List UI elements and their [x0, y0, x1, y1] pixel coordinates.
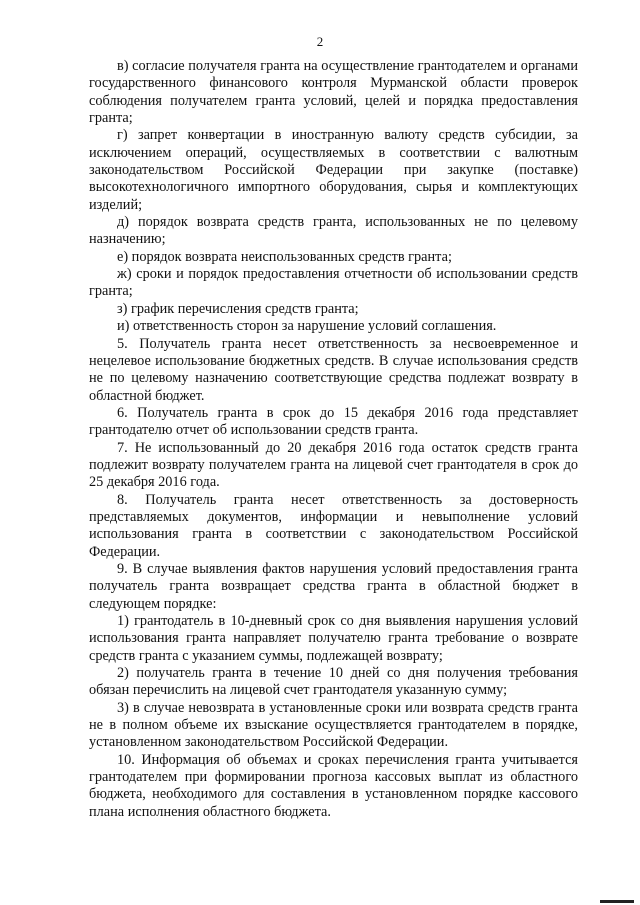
paragraph-g-currency-ban: г) запрет конвертации в иностранную валюту средств субсидии, за исключением операций, осуществляемых в соответствии с валютным законодательством Российской Федерации при закупке (поставке) высокотехнологичного импортного оборудования, сырья и комплектующих изделий;	[89, 127, 578, 213]
paragraph-i-liability: и) ответственность сторон за нарушение условий соглашения.	[117, 318, 497, 335]
scan-edge-mark	[600, 900, 634, 903]
page-number: 2	[316, 34, 324, 49]
paragraph-5-responsibility: 5. Получатель гранта несет ответственность за несвоевременное и нецелевое использование бюджетных средств. В случае использования средств не по целевому назначению соответствующие средства подлежат возврату в областной бюджет.	[89, 335, 578, 404]
paragraph-10-cash-forecast: 10. Информация об объемах и сроках перечисления гранта учитывается грантодателем при формировании прогноза кассовых выплат из областного бюджета, необходимого для составления в установленном порядке кассового плана исполнения областного бюджета.	[89, 751, 578, 820]
document-body	[89, 58, 578, 821]
paragraph-6-report-deadline: 6. Получатель гранта в срок до 15 декабря 2016 года представляет грантодателю отчет об использовании средств гранта.	[89, 404, 578, 439]
paragraph-9-3-recovery: 3) в случае невозврата в установленные сроки или возврата средств гранта не в полном объеме их взыскание осуществляется грантодателем в порядке, установленном законодательством Российской Федерации.	[89, 699, 578, 751]
paragraph-d-misuse-return: д) порядок возврата средств гранта, использованных не по целевому назначению;	[89, 214, 578, 248]
paragraph-7-unused-balance: 7. Не использованный до 20 декабря 2016 года остаток средств гранта подлежит возврату получателем гранта на лицевой счет грантодателя в срок до 25 декабря 2016 года.	[89, 439, 578, 491]
paragraph-9-violation-procedure: 9. В случае выявления фактов нарушения условий предоставления гранта получатель гранта возвращает средства гранта в областной бюджет в следующем порядке:	[89, 560, 578, 612]
paragraph-e-unused-return: е) порядок возврата неиспользованных средств гранта;	[117, 248, 452, 265]
paragraph-zh-reporting: ж) сроки и порядок предоставления отчетности об использовании средств гранта;	[89, 266, 578, 300]
paragraph-9-2-payment: 2) получатель гранта в течение 10 дней со дня получения требования обязан перечислить на лицевой счет грантодателя указанную сумму;	[89, 665, 578, 699]
paragraph-9-1-demand: 1) грантодатель в 10-дневный срок со дня выявления нарушения условий использования гранта направляет получателю гранта требование о возврате средств гранта с указанием суммы, подлежащей возврату;	[89, 613, 578, 664]
paragraph-8-document-accuracy: 8. Получатель гранта несет ответственность за достоверность представляемых документов, информации и невыполнение условий использования гранта в соответствии с законодательством Российской Федерации.	[89, 491, 578, 560]
paragraph-v-audit-consent: в) согласие получателя гранта на осуществление грантодателем и органами государственного финансового контроля Мурманской области проверок соблюдения получателем гранта условий, целей и порядка предоставления гранта;	[89, 58, 578, 127]
paragraph-z-transfer-schedule: з) график перечисления средств гранта;	[117, 300, 359, 317]
